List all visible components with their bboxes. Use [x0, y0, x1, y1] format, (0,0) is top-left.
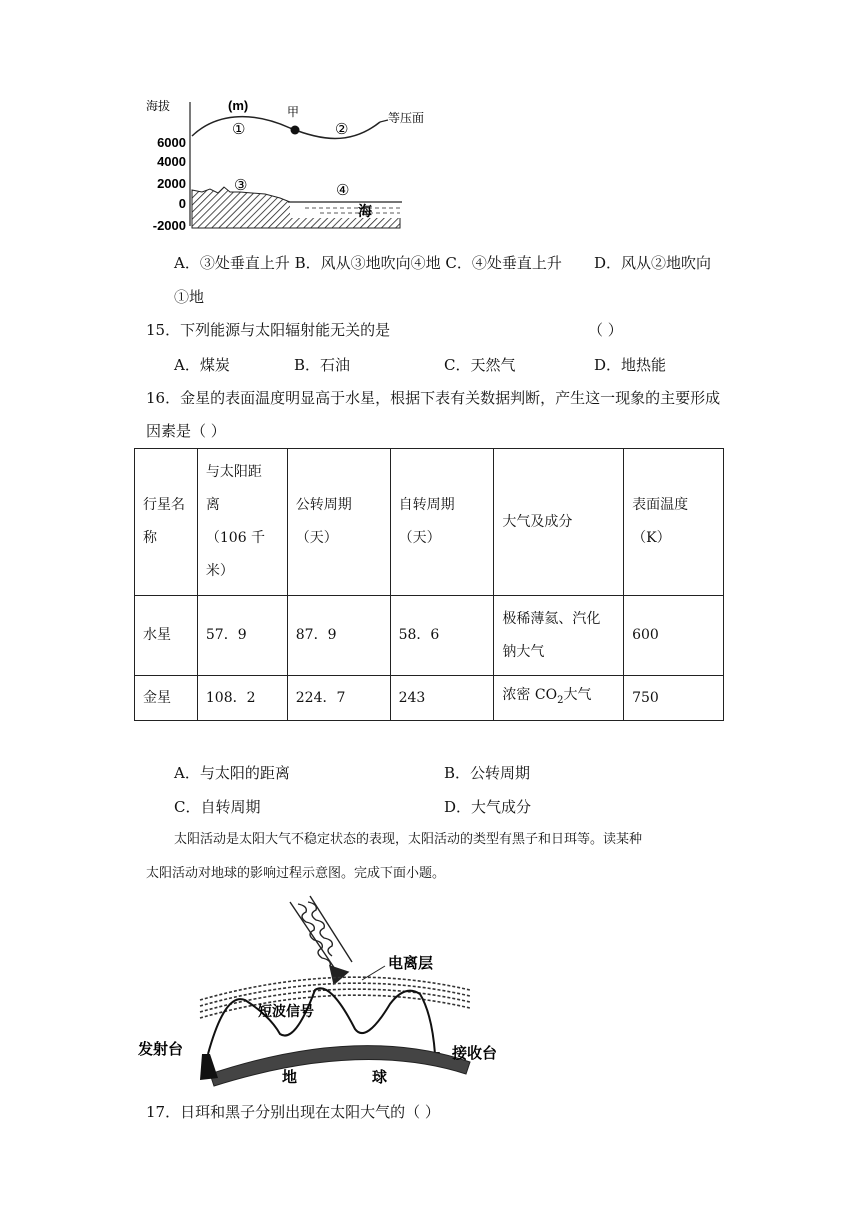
y-axis-unit: (m) — [228, 98, 249, 113]
cell-mercury-rotation: 58．6 — [390, 596, 494, 676]
q15-option-b: B．石油 — [294, 356, 351, 374]
header-temperature: 表面温度 （K） — [624, 449, 724, 596]
transmitter-tower — [200, 1054, 218, 1080]
shortwave-signal-path — [208, 988, 435, 1054]
q14-option-d: D．风从②地吹向 — [594, 254, 712, 272]
earth-label-2: 球 — [372, 1069, 388, 1086]
sea-label: 海 — [358, 203, 372, 219]
cell-venus-rotation: 243 — [390, 676, 494, 721]
passage-line2: 太阳活动对地球的影响过程示意图。完成下面小题。 — [146, 866, 446, 881]
cell-mercury-temperature: 600 — [624, 596, 724, 676]
table-row — [135, 676, 724, 721]
y-tick-label: 0 — [178, 196, 186, 211]
header-revolution: 公转周期 （天） — [287, 449, 390, 596]
y-tick-label: 4000 — [157, 154, 186, 169]
y-axis-title: 海拔 — [146, 99, 171, 113]
header-planet-name: 行星名 称 — [135, 449, 198, 596]
q16-option-b: B．公转周期 — [444, 764, 531, 782]
earth-surface — [210, 1046, 470, 1086]
isobar-curve — [192, 117, 380, 139]
q17-stem: 17．日珥和黑子分别出现在太阳大气的（ ） — [146, 1103, 440, 1121]
y-tick-label: 2000 — [157, 176, 186, 191]
point-jia-label: 甲 — [287, 105, 300, 119]
header-distance: 与太阳距 离 （106 千 米） — [197, 449, 287, 596]
q15-answer-paren: （ ） — [588, 321, 623, 339]
table-header-row — [135, 449, 724, 596]
cell-mercury-name: 水星 — [135, 596, 198, 676]
q15-option-a: A．煤炭 — [174, 356, 230, 374]
cell-mercury-revolution: 87．9 — [287, 596, 390, 676]
cell-venus-temperature: 750 — [624, 676, 724, 721]
cell-mercury-atmosphere: 极稀薄氦、汽化 钠大气 — [494, 596, 624, 676]
q15-option-d: D．地热能 — [594, 356, 667, 374]
ionosphere-label: 电离层 — [388, 955, 434, 972]
q16-stem-line1: 16．金星的表面温度明显高于水星，根据下表有关数据判断，产生这一现象的主要形成 — [146, 389, 721, 407]
label-2: ② — [335, 120, 349, 138]
cell-venus-name: 金星 — [135, 676, 198, 721]
y-tick-label: 6000 — [157, 135, 186, 150]
receiver-label: 接收台 — [452, 1045, 498, 1062]
point-jia-marker — [291, 126, 300, 135]
header-rotation: 自转周期 （天） — [390, 449, 494, 596]
q16-option-c: C．自转周期 — [174, 798, 261, 816]
y-tick-label: -2000 — [152, 218, 186, 233]
cell-venus-distance: 108．2 — [197, 676, 287, 721]
q15-option-c: C．天然气 — [444, 356, 516, 374]
earth-label-1: 地 — [282, 1069, 298, 1086]
header-atmosphere: 大气及成分 — [494, 449, 624, 596]
q15-stem: 15．下列能源与太阳辐射能无关的是 — [146, 321, 391, 339]
label-1: ① — [232, 120, 246, 138]
q14-options-abc: A．③处垂直上升 B．风从③地吹向④地 C．④处垂直上升 — [174, 254, 562, 272]
q16-stem-line2: 因素是（ ） — [146, 422, 226, 440]
solar-radiation-beam — [290, 896, 352, 984]
q16-option-d: D．大气成分 — [444, 798, 532, 816]
label-3: ③ — [234, 176, 248, 194]
cell-venus-atmosphere: 浓密 $CO_2$大气 — [494, 676, 624, 721]
isobar-label: 等压面 — [388, 111, 425, 125]
q16-option-a: A．与太阳的距离 — [174, 764, 290, 782]
passage-line1: 太阳活动是太阳大气不稳定状态的表现，太阳活动的类型有黑子和日珥等。读某种 — [174, 832, 643, 847]
isobar-diagram — [140, 94, 440, 234]
table-row — [135, 596, 724, 676]
transmitter-label: 发射台 — [138, 1041, 184, 1058]
planet-data-table — [134, 448, 724, 721]
solar-activity-diagram — [130, 894, 530, 1094]
cell-mercury-distance: 57．9 — [197, 596, 287, 676]
q14-option-d-cont: ①地 — [174, 288, 205, 306]
cell-venus-revolution: 224．7 — [287, 676, 390, 721]
label-4: ④ — [336, 181, 350, 199]
signal-label: 短波信号 — [258, 1003, 314, 1019]
